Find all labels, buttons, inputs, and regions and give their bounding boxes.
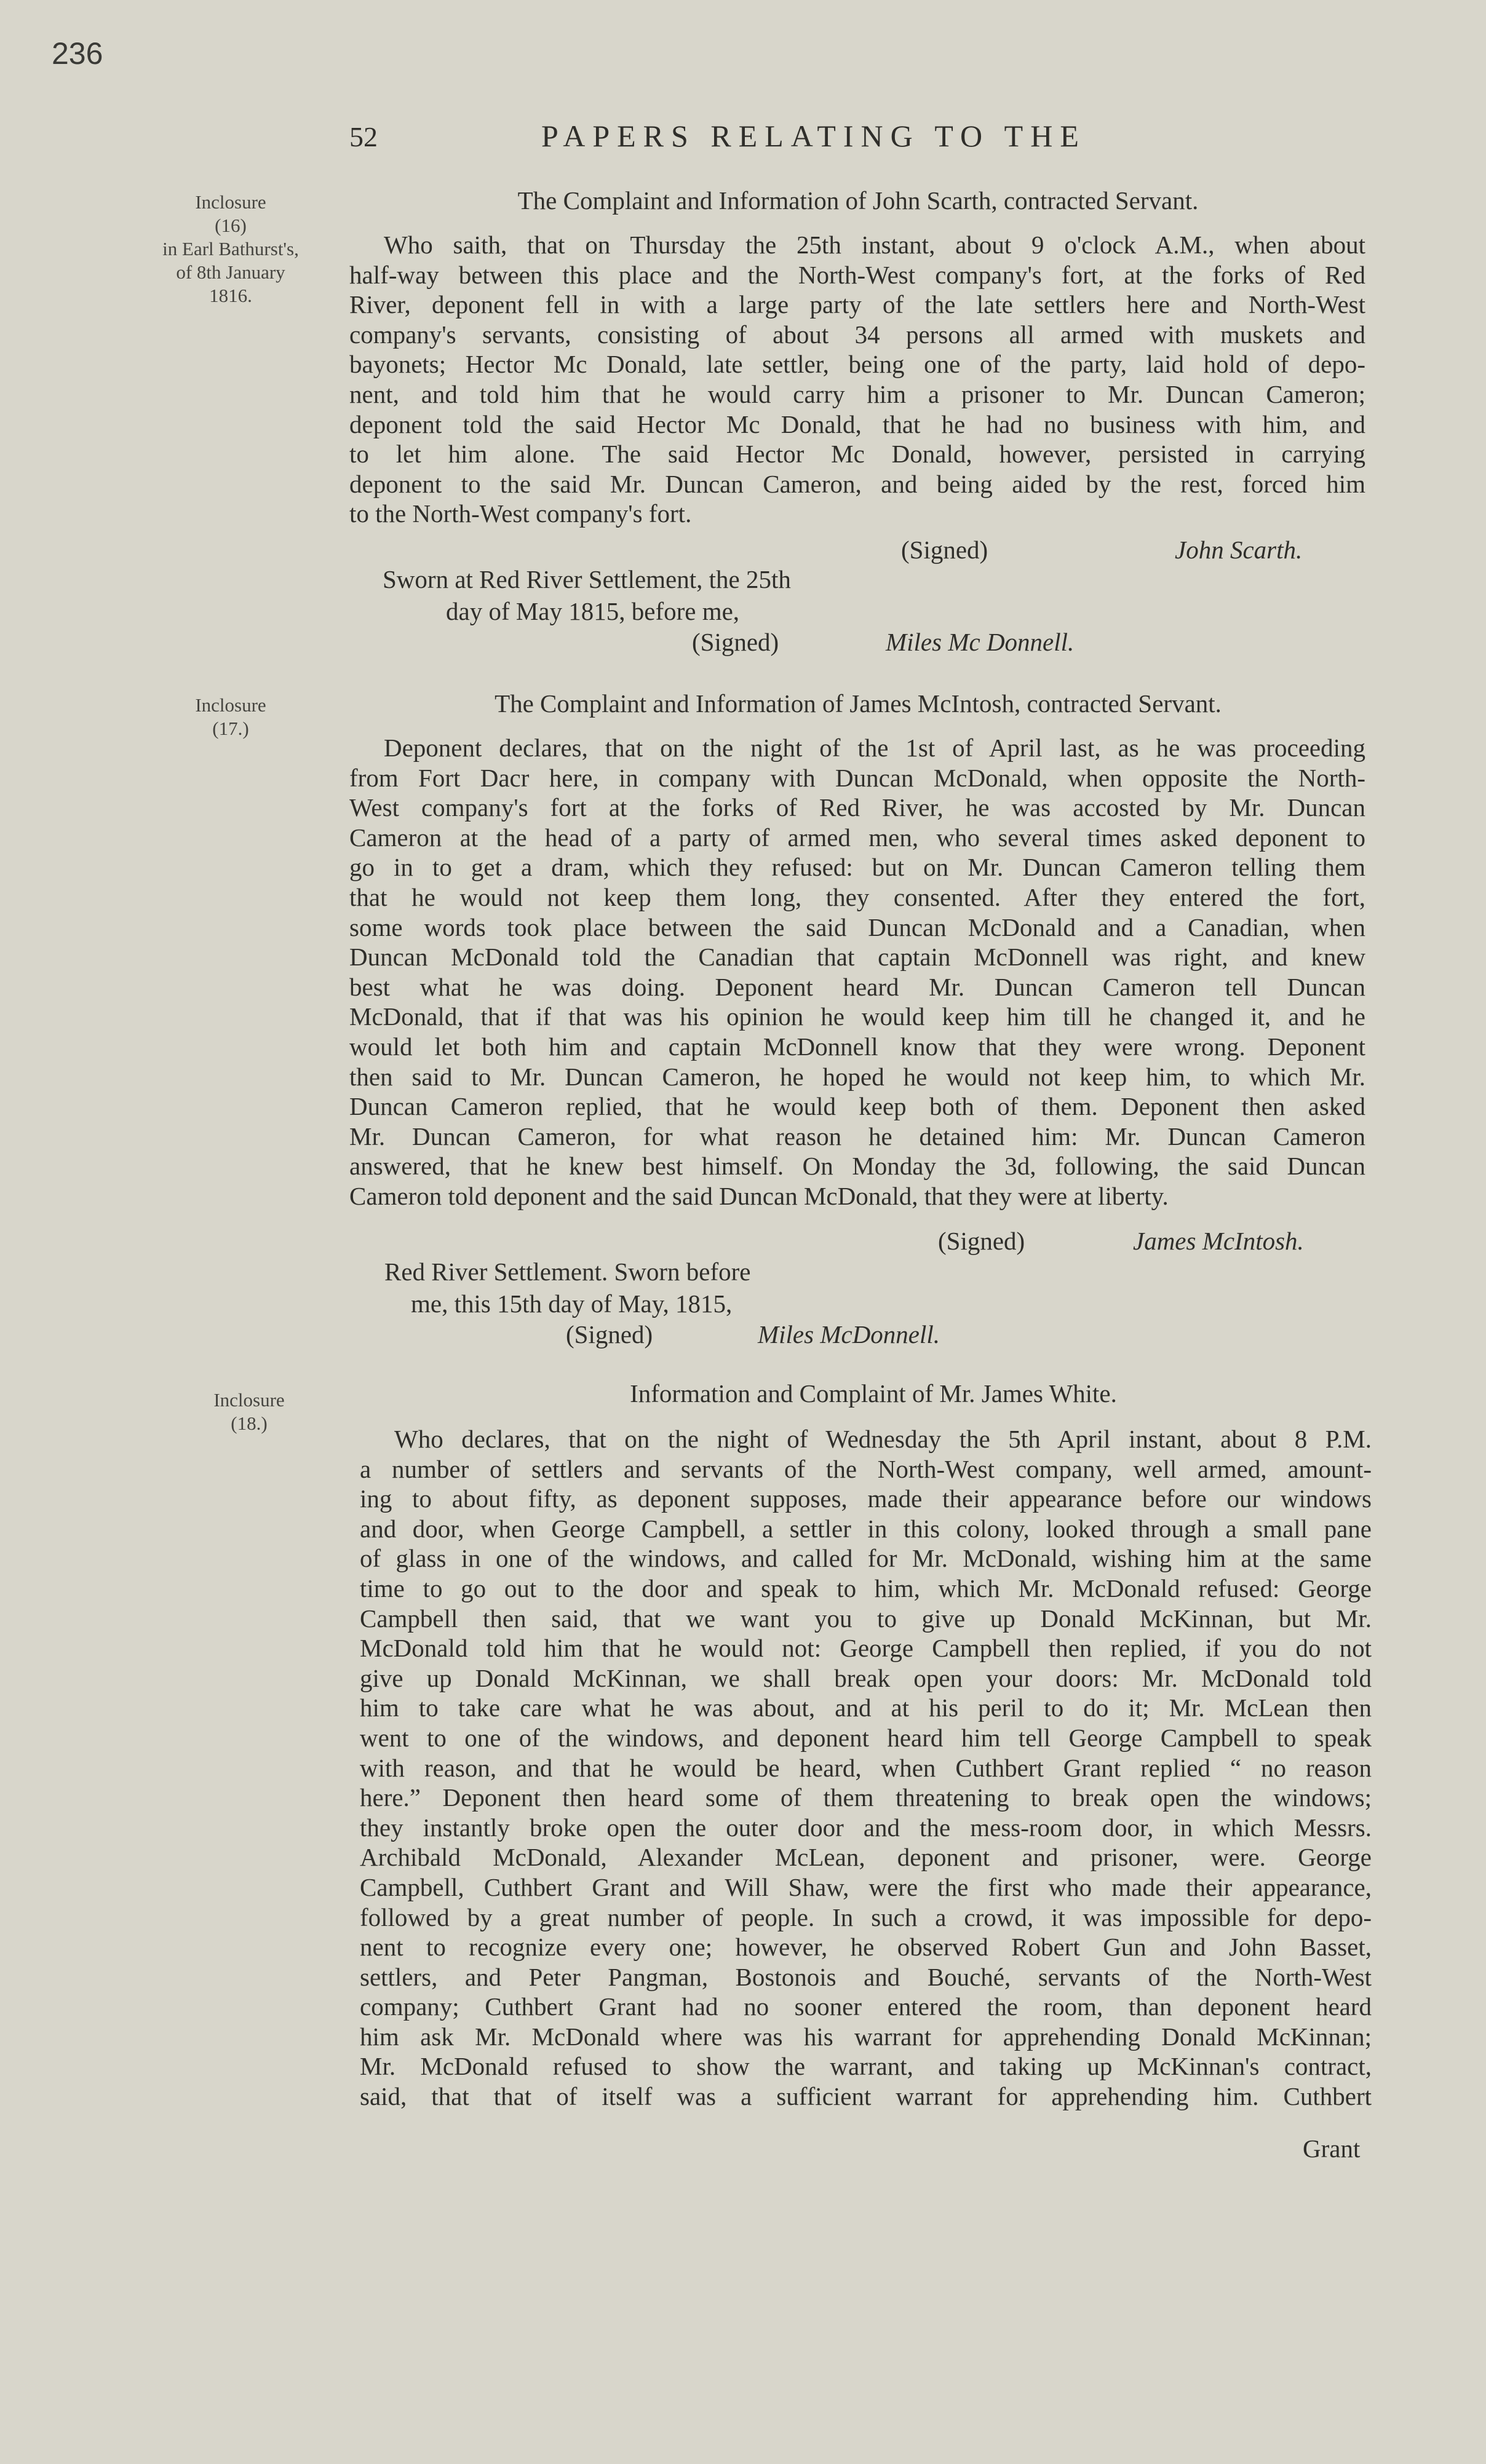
sworn-line-1: Red River Settlement. Sworn before [384, 1258, 751, 1286]
body-line: followed by a great number of people. In such a crowd, it was impossible for depo- [360, 1903, 1372, 1931]
body-line: to let him alone. The said Hector Mc Donald, however, persisted in carrying [349, 440, 1365, 469]
witness-signed-label: (Signed) [692, 628, 779, 656]
body-line: ing to about fifty, as deponent supposes, made their appearance before our windows [360, 1484, 1372, 1513]
margin-note-inclosure-17 [154, 694, 308, 740]
margin-note-inclosure-16 [154, 191, 308, 307]
body-line: would let both him and captain McDonnell know that they were wrong. Deponent [349, 1032, 1365, 1061]
body-line: West company's fort at the forks of Red River, he was accosted by Mr. Duncan [349, 793, 1365, 822]
body-line: best what he was doing. Deponent heard Mr. Duncan Cameron tell Duncan [349, 972, 1365, 1001]
section-body-mcintosh [349, 733, 1365, 1211]
body-line: Cameron told deponent and the said Duncan McDonald, that they were at liberty. [349, 1181, 1169, 1210]
body-line: time to go out to the door and speak to him, which Mr. McDonald refused: George [360, 1574, 1372, 1602]
body-line: McDonald told him that he would not: George Campbell then replied, if you do not [360, 1634, 1372, 1663]
body-line: Archibald McDonald, Alexander McLean, deponent and prisoner, were. George [360, 1843, 1372, 1872]
margin-note-line: (17.) [212, 718, 249, 739]
witness-name: Miles Mc Donnell. [886, 628, 1075, 656]
signatory-name: James McIntosh. [1133, 1227, 1304, 1255]
body-line: Campbell then said, that we want you to give up Donald McKinnan, but Mr. [360, 1604, 1372, 1633]
body-line: Campbell, Cuthbert Grant and Will Shaw, were the first who made their appearance, [360, 1872, 1372, 1901]
body-line: go in to get a dram, which they refused: but on Mr. Duncan Cameron telling them [349, 853, 1365, 882]
margin-note-line: Inclosure [195, 694, 266, 716]
body-line: nent to recognize every one; however, he observed Robert Gun and John Basset, [360, 1933, 1372, 1962]
signed-label: (Signed) [938, 1227, 1025, 1255]
body-line: nent, and told him that he would carry him a prisoner to Mr. Duncan Cameron; [349, 379, 1365, 408]
body-line: Deponent declares, that on the night of the 1st of April last, as he was proceeding [384, 734, 1365, 762]
body-line: deponent told the said Hector Mc Donald, that he had no business with him, and [349, 410, 1365, 438]
body-line: deponent to the said Mr. Duncan Cameron, and being aided by the rest, forced him [349, 469, 1365, 498]
body-line: him ask Mr. McDonald where was his warrant for apprehending Donald McKinnan; [360, 2022, 1372, 2051]
file-page-number: 236 [52, 36, 103, 71]
body-line: give up Donald McKinnan, we shall break open your doors: Mr. McDonald told [360, 1663, 1372, 1692]
body-line: that he would not keep them long, they consented. After they entered the fort, [349, 882, 1365, 911]
body-line: from Fort Dacr here, in company with Duncan McDonald, when opposite the North- [349, 763, 1365, 792]
body-line: McDonald, that if that was his opinion he would keep him till he changed it, and he [349, 1002, 1365, 1031]
margin-note-line: in Earl Bathurst's, [162, 238, 299, 259]
signatory-name: John Scarth. [1175, 536, 1303, 564]
body-line: company; Cuthbert Grant had no sooner entered the room, than deponent heard [360, 1992, 1372, 2021]
witness-name: Miles McDonnell. [758, 1320, 940, 1349]
body-line: said, that that of itself was a sufficient warrant for apprehending him. Cuthbert [360, 2082, 1372, 2111]
margin-note-line: (16) [215, 215, 247, 236]
body-line: of glass in one of the windows, and called for Mr. McDonald, wishing him at the same [360, 1544, 1372, 1573]
body-line: Who declares, that on the night of Wednesday the 5th April instant, about 8 P.M. [394, 1425, 1372, 1453]
body-line: answered, that he knew best himself. On Monday the 3d, following, the said Duncan [349, 1152, 1365, 1181]
body-line: Duncan McDonald told the Canadian that captain McDonnell was right, and knew [349, 943, 1365, 972]
section-title-white: Information and Complaint of Mr. James White. [630, 1379, 1117, 1408]
margin-note-line: (18.) [231, 1412, 268, 1434]
section-body-white [360, 1424, 1372, 2112]
body-line: then said to Mr. Duncan Cameron, he hoped he would not keep him, to which Mr. [349, 1062, 1365, 1091]
body-line: Duncan Cameron replied, that he would keep both of them. Deponent then asked [349, 1092, 1365, 1121]
body-line: they instantly broke open the outer door and the mess-room door, in which Messrs. [360, 1813, 1372, 1842]
catchword: Grant [1303, 2134, 1361, 2163]
body-line: to the North-West company's fort. [349, 499, 692, 528]
body-line: River, deponent fell in with a large party of the late settlers here and North-West [349, 290, 1365, 319]
body-line: half-way between this place and the North-West company's fort, at the forks of Red [349, 260, 1365, 289]
margin-note-line: of 8th January [176, 261, 285, 283]
body-line: him to take care what he was about, and at his peril to do it; Mr. McLean then [360, 1694, 1372, 1722]
section-title-mcintosh: The Complaint and Information of James McIntosh, contracted Servant. [495, 689, 1222, 718]
body-line: and door, when George Campbell, a settler in this colony, looked through a small pane [360, 1514, 1372, 1543]
body-line: company's servants, consisting of about 34 persons all armed with muskets and [349, 320, 1365, 349]
body-line: went to one of the windows, and deponent heard him tell George Campbell to speak [360, 1723, 1372, 1752]
section-body-scarth [349, 230, 1365, 529]
sworn-line-1: Sworn at Red River Settlement, the 25th [383, 565, 791, 593]
body-line: Mr. McDonald refused to show the warrant, and taking up McKinnan's contract, [360, 2052, 1372, 2081]
body-line: some words took place between the said Duncan McDonald and a Canadian, when [349, 913, 1365, 941]
body-line: Mr. Duncan Cameron, for what reason he detained him: Mr. Duncan Cameron [349, 1122, 1365, 1151]
body-line: with reason, and that he would be heard, when Cuthbert Grant replied “ no reason [360, 1753, 1372, 1782]
margin-note-inclosure-18 [172, 1388, 326, 1435]
sworn-line-2: me, this 15th day of May, 1815, [411, 1289, 733, 1318]
witness-signed-label: (Signed) [566, 1320, 653, 1349]
running-head: PAPERS RELATING TO THE [541, 119, 1086, 153]
page-number: 52 [349, 121, 378, 153]
body-line: bayonets; Hector Mc Donald, late settler, being one of the party, laid hold of depo- [349, 350, 1365, 379]
sworn-line-2: day of May 1815, before me, [446, 597, 740, 625]
signed-label: (Signed) [901, 536, 988, 564]
section-title-scarth: The Complaint and Information of John Scarth, contracted Servant. [517, 186, 1199, 215]
body-line: Cameron at the head of a party of armed men, who several times asked deponent to [349, 823, 1365, 852]
margin-note-line: Inclosure [213, 1389, 285, 1411]
body-line: here.” Deponent then heard some of them threatening to break open the windows; [360, 1783, 1372, 1812]
margin-note-line: Inclosure [195, 191, 266, 213]
margin-note-line: 1816. [209, 285, 252, 306]
body-line: settlers, and Peter Pangman, Bostonois and Bouché, servants of the North-West [360, 1962, 1372, 1991]
body-line: Who saith, that on Thursday the 25th instant, about 9 o'clock A.M., when about [384, 231, 1365, 259]
body-line: a number of settlers and servants of the North-West company, well armed, amount- [360, 1454, 1372, 1483]
